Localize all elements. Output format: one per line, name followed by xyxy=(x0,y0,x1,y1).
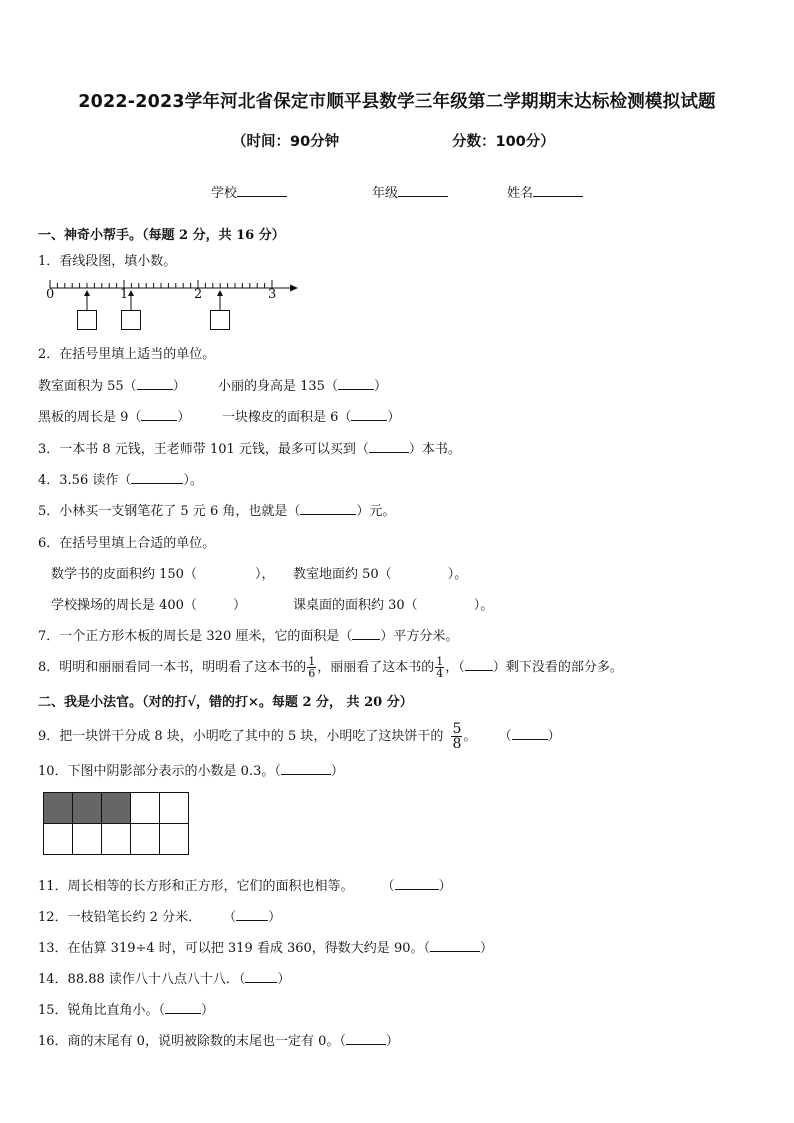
number-line-label-2: 2 xyxy=(194,287,203,302)
answer-blank[interactable] xyxy=(165,1001,201,1014)
answer-blank[interactable] xyxy=(137,377,173,390)
answer-blank[interactable] xyxy=(369,440,409,453)
time-label: （时间：90分钟 xyxy=(232,134,340,150)
shaded-grid xyxy=(43,792,189,855)
answer-blank[interactable] xyxy=(245,970,277,983)
question-6: 6．在括号里填上合适的单位。 xyxy=(38,536,216,551)
score-label: 分数：100分） xyxy=(452,134,555,150)
question-6b: 教室地面约 50（ ）。 xyxy=(293,567,468,582)
number-line-ticks xyxy=(50,280,272,288)
answer-blank[interactable] xyxy=(395,877,439,890)
question-2: 2．在括号里填上适当的单位。 xyxy=(38,347,216,362)
name-label: 姓名 xyxy=(507,186,534,201)
grid-cell xyxy=(160,793,189,824)
question-9: 9．把一块饼干分成 8 块，小明吃了其中的 5 块，小明吃了这块饼干的 $\frac{5}{8}$ 。 （ ） xyxy=(38,721,561,752)
number-line-label-3: 3 xyxy=(268,287,277,302)
answer-blank[interactable] xyxy=(465,658,493,671)
answer-blank[interactable] xyxy=(236,908,268,921)
question-6c: 学校操场的周长是 400（ ） xyxy=(51,598,246,613)
fraction-one-fourth: $\frac{1}{4}$ xyxy=(436,655,444,680)
question-3: 3．一本书 8 元钱，王老师带 101 元钱，最多可以买到（ ）本书。 xyxy=(38,442,461,457)
answer-box-3[interactable] xyxy=(210,310,230,330)
section-1-title: 一、神奇小帮手。（每题 2 分，共 16 分） xyxy=(38,228,285,243)
answer-blank[interactable] xyxy=(512,727,548,740)
grid-cell-shaded xyxy=(44,793,73,824)
answer-blank[interactable] xyxy=(281,762,331,775)
grade-field[interactable] xyxy=(372,182,448,201)
question-2c: 黑板的周长是 9（ ） xyxy=(38,410,191,425)
answer-blank[interactable] xyxy=(338,377,374,390)
answer-blank[interactable] xyxy=(351,408,387,421)
answer-blank[interactable] xyxy=(346,1032,386,1045)
answer-blank[interactable] xyxy=(300,502,356,515)
grid-cell xyxy=(73,824,102,855)
fraction-one-sixth: $\frac{1}{6}$ xyxy=(308,655,316,680)
answer-box-1[interactable] xyxy=(77,310,97,330)
grid-cell xyxy=(131,793,160,824)
number-line-label-1: 1 xyxy=(120,287,129,302)
grade-label: 年级 xyxy=(372,186,399,201)
question-13: 13．在估算 319÷4 时，可以把 319 看成 360，得数大约是 90。（ ） xyxy=(38,941,493,956)
question-8: 8．明明和丽丽看同一本书，明明看了这本书的 $\frac{1}{6}$ ，丽丽看了这本书的 $\frac{1}{4}$ ，（ ）剩下没看的部分多。 xyxy=(38,655,623,680)
question-16: 16．商的末尾有 0，说明被除数的末尾也一定有 0。（ ） xyxy=(38,1034,399,1049)
school-label: 学校 xyxy=(211,186,238,201)
question-2d: 一块橡皮的面积是 6（ ） xyxy=(222,410,401,425)
answer-blank[interactable] xyxy=(430,939,480,952)
name-field[interactable] xyxy=(507,182,583,201)
question-7: 7．一个正方形木板的周长是 320 厘米，它的面积是（ ）平方分米。 xyxy=(38,629,459,644)
grid-cell xyxy=(102,824,131,855)
question-2b: 小丽的身高是 135（ ） xyxy=(218,379,387,394)
question-11: 11．周长相等的长方形和正方形，它们的面积也相等。 （ ） xyxy=(38,879,452,894)
answer-blank[interactable] xyxy=(352,627,380,640)
answer-box-2[interactable] xyxy=(121,310,141,330)
question-1: 1．看线段图，填小数。 xyxy=(38,254,177,269)
question-6d: 课桌面的面积约 30（ ）。 xyxy=(293,598,494,613)
section-2-title: 二、我是小法官。（对的打√，错的打×。每题 2 分， 共 20 分） xyxy=(38,695,413,710)
number-line-label-0: 0 xyxy=(46,287,55,302)
question-4: 4．3.56 读作（ ）。 xyxy=(38,473,203,488)
fraction-five-eighths: $\frac{5}{8}$ xyxy=(452,721,462,752)
question-12: 12．一枝铅笔长约 2 分米． （ ） xyxy=(38,910,282,925)
question-15: 15．锐角比直角小。（ ） xyxy=(38,1003,215,1018)
school-field[interactable] xyxy=(211,182,287,201)
question-14: 14．88.88 读作八十八点八十八．（ ） xyxy=(38,972,291,987)
grid-cell xyxy=(160,824,189,855)
page-title: 2022-2023学年河北省保定市顺平县数学三年级第二学期期末达标检测模拟试题 xyxy=(78,92,716,112)
question-2a: 教室面积为 55（ ） xyxy=(38,379,186,394)
question-5: 5．小林买一支钢笔花了 5 元 6 角，也就是（ ）元。 xyxy=(38,504,396,519)
question-10: 10．下图中阴影部分表示的小数是 0.3。（ ） xyxy=(38,764,344,779)
answer-blank[interactable] xyxy=(131,471,183,484)
grid-cell-shaded xyxy=(73,793,102,824)
grid-cell xyxy=(44,824,73,855)
grid-cell-shaded xyxy=(102,793,131,824)
question-6a: 数学书的皮面积约 150（ ）， xyxy=(51,567,275,582)
grid-cell xyxy=(131,824,160,855)
answer-blank[interactable] xyxy=(141,408,177,421)
